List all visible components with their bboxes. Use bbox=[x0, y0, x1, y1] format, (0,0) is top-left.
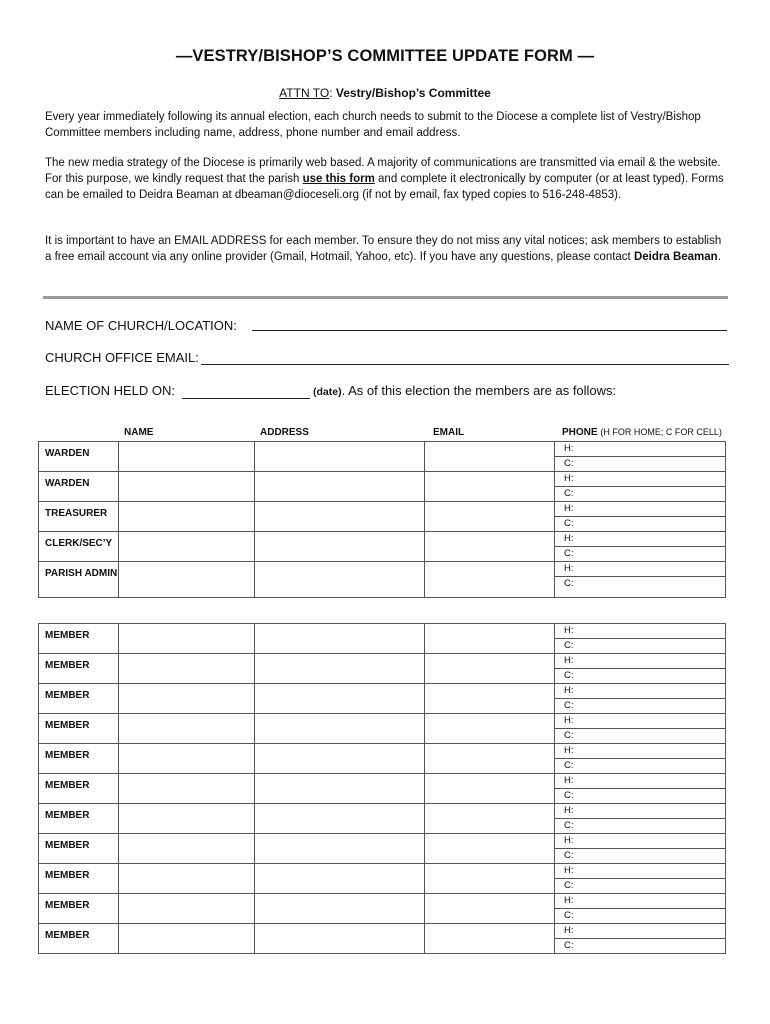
email-cell[interactable] bbox=[425, 744, 555, 774]
cell-phone-field[interactable]: C: bbox=[564, 518, 574, 529]
phone-cell bbox=[555, 714, 726, 744]
home-phone-field[interactable]: H: bbox=[555, 894, 725, 909]
office-email-label: CHURCH OFFICE EMAIL: bbox=[45, 350, 199, 365]
section-divider bbox=[43, 296, 728, 299]
name-cell[interactable] bbox=[119, 744, 255, 774]
role-label: MEMBER bbox=[39, 714, 119, 744]
role-label: MEMBER bbox=[39, 654, 119, 684]
contact-name: Deidra Beaman bbox=[633, 251, 718, 263]
email-paragraph bbox=[45, 233, 730, 265]
phone-cell bbox=[555, 442, 726, 472]
attn-label: ATTN TO bbox=[279, 86, 330, 100]
name-cell[interactable] bbox=[119, 532, 255, 562]
name-cell[interactable] bbox=[119, 924, 255, 954]
address-cell[interactable] bbox=[255, 834, 425, 864]
media-paragraph bbox=[45, 155, 730, 203]
home-phone-field[interactable]: H: bbox=[555, 714, 725, 729]
role-label: MEMBER bbox=[39, 834, 119, 864]
email-cell[interactable] bbox=[425, 562, 555, 598]
officer-row bbox=[39, 442, 726, 472]
use-form-link[interactable]: use this form bbox=[302, 173, 375, 185]
member-row bbox=[39, 774, 726, 804]
name-cell[interactable] bbox=[119, 834, 255, 864]
home-phone-field[interactable]: H: bbox=[555, 684, 725, 699]
home-phone-field[interactable]: H: bbox=[555, 532, 725, 547]
cell-phone-field[interactable]: C: bbox=[564, 760, 574, 771]
attn-colon: : bbox=[329, 86, 333, 100]
email-cell[interactable] bbox=[425, 864, 555, 894]
address-cell[interactable] bbox=[255, 532, 425, 562]
cell-phone-field[interactable]: C: bbox=[564, 670, 574, 681]
member-row bbox=[39, 924, 726, 954]
role-label: MEMBER bbox=[39, 864, 119, 894]
address-cell[interactable] bbox=[255, 894, 425, 924]
role-label: MEMBER bbox=[39, 774, 119, 804]
member-row bbox=[39, 714, 726, 744]
form-title: —VESTRY/BISHOP’S COMMITTEE UPDATE FORM — bbox=[175, 47, 595, 65]
header-email: EMAIL bbox=[433, 427, 465, 438]
media-paragraph-start: The new media strategy of the Diocese is primarily web based. A majority of communications are transmitted via email & the website. For this purpose, we kindly request that the parish bbox=[45, 157, 721, 185]
officer-row bbox=[39, 532, 726, 562]
address-cell[interactable] bbox=[255, 804, 425, 834]
name-cell[interactable] bbox=[119, 714, 255, 744]
home-phone-field[interactable]: H: bbox=[555, 562, 725, 577]
phone-cell bbox=[555, 924, 726, 954]
church-input-line[interactable] bbox=[252, 330, 727, 331]
home-phone-field[interactable]: H: bbox=[555, 834, 725, 849]
date-hint: (date) bbox=[313, 386, 342, 398]
intro-paragraph: Every year immediately following its annual election, each church needs to submit to the Diocese a complete list of Vestry/Bishop Committee members including name, address, phone number and email address. bbox=[45, 111, 701, 139]
officer-row bbox=[39, 502, 726, 532]
role-label: MEMBER bbox=[39, 804, 119, 834]
role-label: PARISH ADMIN bbox=[39, 562, 119, 598]
member-row bbox=[39, 894, 726, 924]
member-row bbox=[39, 834, 726, 864]
name-cell[interactable] bbox=[119, 624, 255, 654]
media-paragraph-end: and complete it electronically by computer (or at least typed). Forms can be emailed to Deidra Beaman at dbeaman@dioceseli.org (if not by email, fax typed copies to 516-248-4853). bbox=[45, 173, 724, 201]
name-cell[interactable] bbox=[119, 774, 255, 804]
address-cell[interactable] bbox=[255, 502, 425, 532]
email-cell[interactable] bbox=[425, 804, 555, 834]
email-paragraph-end: . bbox=[717, 251, 721, 263]
home-phone-field[interactable]: H: bbox=[555, 442, 725, 457]
attn-line bbox=[0, 86, 770, 100]
header-name: NAME bbox=[124, 427, 154, 438]
cell-phone-field[interactable]: C: bbox=[564, 820, 574, 831]
address-cell[interactable] bbox=[255, 744, 425, 774]
email-cell[interactable] bbox=[425, 654, 555, 684]
cell-phone-field[interactable]: C: bbox=[564, 458, 574, 469]
cell-phone-field[interactable]: C: bbox=[564, 790, 574, 801]
home-phone-field[interactable]: H: bbox=[555, 472, 725, 487]
name-cell[interactable] bbox=[119, 472, 255, 502]
cell-phone-field[interactable]: C: bbox=[564, 940, 574, 951]
name-cell[interactable] bbox=[119, 804, 255, 834]
officer-row bbox=[39, 472, 726, 502]
election-date-input-line[interactable] bbox=[182, 398, 310, 399]
email-cell[interactable] bbox=[425, 684, 555, 714]
cell-phone-field[interactable]: C: bbox=[564, 640, 574, 651]
phone-cell bbox=[555, 472, 726, 502]
address-cell[interactable] bbox=[255, 562, 425, 598]
role-label: MEMBER bbox=[39, 744, 119, 774]
attn-value: Vestry/Bishop’s Committee bbox=[335, 86, 491, 100]
home-phone-field[interactable]: H: bbox=[555, 654, 725, 669]
name-cell[interactable] bbox=[119, 684, 255, 714]
role-label: WARDEN bbox=[39, 442, 119, 472]
email-cell[interactable] bbox=[425, 774, 555, 804]
cell-phone-field[interactable]: C: bbox=[564, 488, 574, 499]
phone-cell bbox=[555, 624, 726, 654]
officer-table bbox=[38, 441, 726, 598]
church-label: NAME OF CHURCH/LOCATION: bbox=[45, 318, 237, 333]
phone-cell bbox=[555, 834, 726, 864]
member-row bbox=[39, 684, 726, 714]
phone-cell bbox=[555, 562, 726, 598]
cell-phone-field[interactable]: C: bbox=[564, 910, 574, 921]
address-cell[interactable] bbox=[255, 442, 425, 472]
phone-cell bbox=[555, 894, 726, 924]
home-phone-field[interactable]: H: bbox=[555, 774, 725, 789]
phone-cell bbox=[555, 502, 726, 532]
header-phone bbox=[562, 427, 722, 438]
address-cell[interactable] bbox=[255, 924, 425, 954]
cell-phone-field[interactable]: C: bbox=[564, 850, 574, 861]
email-cell[interactable] bbox=[425, 502, 555, 532]
election-tail-text: . As of this election the members are as follows: bbox=[341, 383, 617, 398]
name-cell[interactable] bbox=[119, 562, 255, 598]
email-cell[interactable] bbox=[425, 834, 555, 864]
cell-phone-field[interactable]: C: bbox=[564, 880, 574, 891]
phone-cell bbox=[555, 654, 726, 684]
name-cell[interactable] bbox=[119, 502, 255, 532]
email-cell[interactable] bbox=[425, 442, 555, 472]
name-cell[interactable] bbox=[119, 442, 255, 472]
header-address: ADDRESS bbox=[260, 427, 309, 438]
header-phone-label: PHONE bbox=[562, 427, 598, 438]
member-row bbox=[39, 804, 726, 834]
role-label: MEMBER bbox=[39, 624, 119, 654]
address-cell[interactable] bbox=[255, 714, 425, 744]
email-cell[interactable] bbox=[425, 714, 555, 744]
home-phone-field[interactable]: H: bbox=[555, 502, 725, 517]
phone-cell bbox=[555, 804, 726, 834]
home-phone-field[interactable]: H: bbox=[555, 804, 725, 819]
home-phone-field[interactable]: H: bbox=[555, 624, 725, 639]
cell-phone-field[interactable]: C: bbox=[564, 700, 574, 711]
phone-cell bbox=[555, 774, 726, 804]
name-cell[interactable] bbox=[119, 894, 255, 924]
name-cell[interactable] bbox=[119, 864, 255, 894]
home-phone-field[interactable]: H: bbox=[555, 924, 725, 939]
email-cell[interactable] bbox=[425, 894, 555, 924]
member-row bbox=[39, 624, 726, 654]
role-label: TREASURER bbox=[39, 502, 119, 532]
phone-cell bbox=[555, 532, 726, 562]
email-cell[interactable] bbox=[425, 472, 555, 502]
cell-phone-field[interactable]: C: bbox=[564, 730, 574, 741]
address-cell[interactable] bbox=[255, 654, 425, 684]
address-cell[interactable] bbox=[255, 472, 425, 502]
address-cell[interactable] bbox=[255, 624, 425, 654]
address-cell[interactable] bbox=[255, 864, 425, 894]
phone-cell bbox=[555, 684, 726, 714]
member-row bbox=[39, 654, 726, 684]
office-email-input-line[interactable] bbox=[201, 364, 729, 365]
address-cell[interactable] bbox=[255, 774, 425, 804]
header-phone-note: (H FOR HOME; C FOR CELL) bbox=[600, 427, 722, 437]
member-table bbox=[38, 623, 726, 954]
role-label: CLERK/SEC’Y bbox=[39, 532, 119, 562]
home-phone-field[interactable]: H: bbox=[555, 864, 725, 879]
role-label: MEMBER bbox=[39, 684, 119, 714]
role-label: MEMBER bbox=[39, 924, 119, 954]
member-row bbox=[39, 864, 726, 894]
cell-phone-field[interactable]: C: bbox=[564, 578, 574, 589]
email-paragraph-start: It is important to have an EMAIL ADDRESS for each member. To ensure they do not miss any vital notices; ask members to establish a free email account via any online provider (Gmail, Hotmail, Yahoo, etc). If you have any questions, please contact bbox=[45, 235, 722, 263]
email-cell[interactable] bbox=[425, 924, 555, 954]
email-cell[interactable] bbox=[425, 624, 555, 654]
officer-row bbox=[39, 562, 726, 598]
role-label: MEMBER bbox=[39, 894, 119, 924]
phone-cell bbox=[555, 744, 726, 774]
election-label: ELECTION HELD ON: bbox=[45, 383, 176, 398]
phone-cell bbox=[555, 864, 726, 894]
role-label: WARDEN bbox=[39, 472, 119, 502]
cell-phone-field[interactable]: C: bbox=[564, 548, 574, 559]
home-phone-field[interactable]: H: bbox=[555, 744, 725, 759]
name-cell[interactable] bbox=[119, 654, 255, 684]
address-cell[interactable] bbox=[255, 684, 425, 714]
election-tail bbox=[313, 383, 616, 398]
member-row bbox=[39, 744, 726, 774]
email-cell[interactable] bbox=[425, 532, 555, 562]
